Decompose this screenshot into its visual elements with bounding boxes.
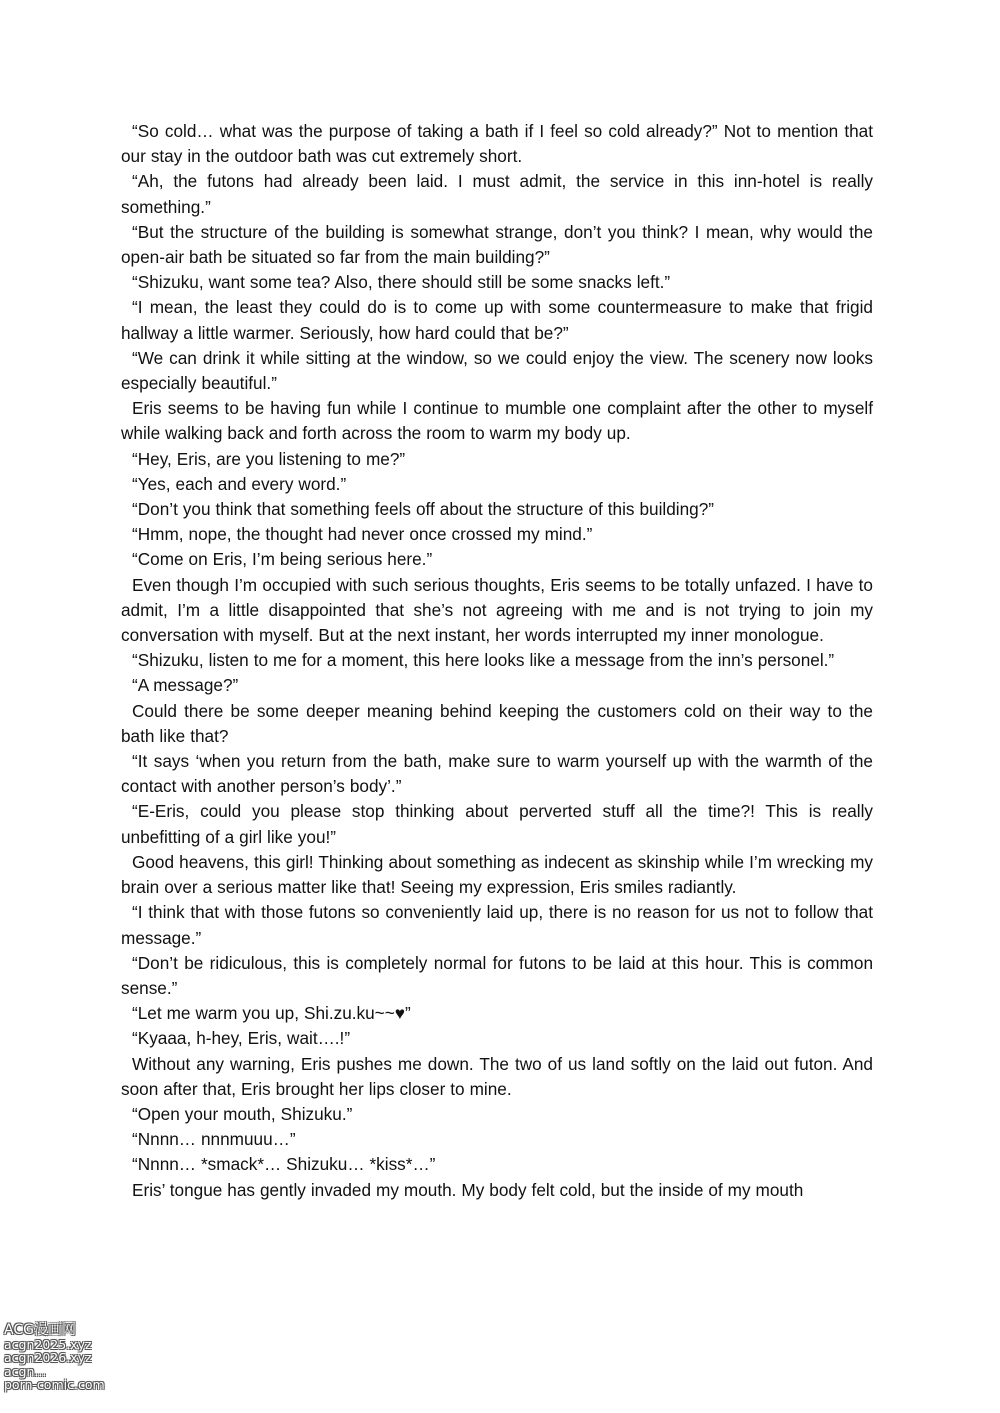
paragraph: “Nnnn… nnnmuuu…” [132, 1129, 296, 1150]
paragraph: “But the structure of the building is somewhat strange, don’t you think? I mean, why would the open-air bath be situated so far from the main building?” [121, 221, 873, 268]
watermark-line: acgn2026.xyz [4, 1350, 92, 1365]
watermark-line: porn-comic.com [4, 1377, 105, 1392]
watermark-line: ACG漫画网 [4, 1322, 76, 1338]
paragraph: Eris’ tongue has gently invaded my mouth. My body felt cold, but the inside of my mouth [132, 1179, 804, 1200]
paragraph: “It says ‘when you return from the bath, make sure to warm yourself up with the warmth of the contact with another person’s body’.” [121, 751, 873, 797]
paragraph: Even though I’m occupied with such serious thoughts, Eris seems to be totally unfazed. I have to admit, I’m a little disappointed that she’s not agreeing with me and is not trying to join my conversation with myself. But at the next instant, her words interrupted my inner monologue. [121, 574, 873, 646]
paragraph: “Yes, each and every word.” [132, 473, 347, 494]
paragraph: “So cold… what was the purpose of taking a bath if I feel so cold already?” Not to mention that our stay in the outdoor bath was cut extremely short. [121, 121, 873, 167]
paragraph: “E-Eris, could you please stop thinking about perverted stuff all the time?! This is really unbefitting of a girl like you!” [121, 801, 873, 847]
watermark-line: acgn2025.xyz [4, 1336, 92, 1352]
paragraph: “Don’t you think that something feels off about the structure of this building?” [132, 499, 715, 520]
paragraph: “Nnnn… *smack*… Shizuku… *kiss*…” [132, 1154, 436, 1175]
paragraph: Good heavens, this girl! Thinking about something as indecent as skinship while I’m wrecking my brain over a serious matter like that! Seeing my expression, Eris smiles radiantly. [121, 851, 873, 898]
paragraph: “A message?” [132, 675, 239, 696]
site-watermark [4, 1324, 144, 1392]
paragraph: “I mean, the least they could do is to come up with some countermeasure to make that frigid hallway a little warmer. Seriously, how hard could that be?” [121, 297, 873, 343]
paragraph: Without any warning, Eris pushes me down. The two of us land softly on the laid out futon. And soon after that, Eris brought her lips closer to mine. [121, 1053, 873, 1099]
paragraph: “Ah, the futons had already been laid. I must admit, the service in this inn-hotel is really something.” [121, 171, 873, 217]
paragraph: “Hmm, nope, the thought had never once crossed my mind.” [132, 524, 593, 545]
paragraph: “Shizuku, listen to me for a moment, this here looks like a message from the inn’s personel.” [132, 650, 835, 671]
page-text-body [121, 119, 873, 1203]
paragraph: “Open your mouth, Shizuku.” [132, 1103, 353, 1124]
watermark-line: acgn... [4, 1363, 47, 1379]
paragraph: Could there be some deeper meaning behind keeping the customers cold on their way to the bath like that? [121, 700, 873, 746]
paragraph: “Shizuku, want some tea? Also, there should still be some snacks left.” [132, 272, 671, 293]
paragraph: “We can drink it while sitting at the window, so we could enjoy the view. The scenery now looks especially beautiful.” [121, 347, 873, 394]
paragraph: “Let me warm you up, Shi.zu.ku~~♥” [132, 1003, 411, 1024]
paragraph: “I think that with those futons so conveniently laid up, there is no reason for us not to follow that message.” [121, 902, 873, 948]
paragraph: Eris seems to be having fun while I continue to mumble one complaint after the other to myself while walking back and forth across the room to warm my body up. [121, 398, 873, 444]
paragraph: “Kyaaa, h-hey, Eris, wait….!” [132, 1028, 351, 1049]
paragraph: “Hey, Eris, are you listening to me?” [132, 448, 406, 469]
paragraph: “Don’t be ridiculous, this is completely normal for futons to be laid at this hour. This is common sense.” [121, 952, 873, 998]
paragraph: “Come on Eris, I’m being serious here.” [132, 549, 433, 570]
